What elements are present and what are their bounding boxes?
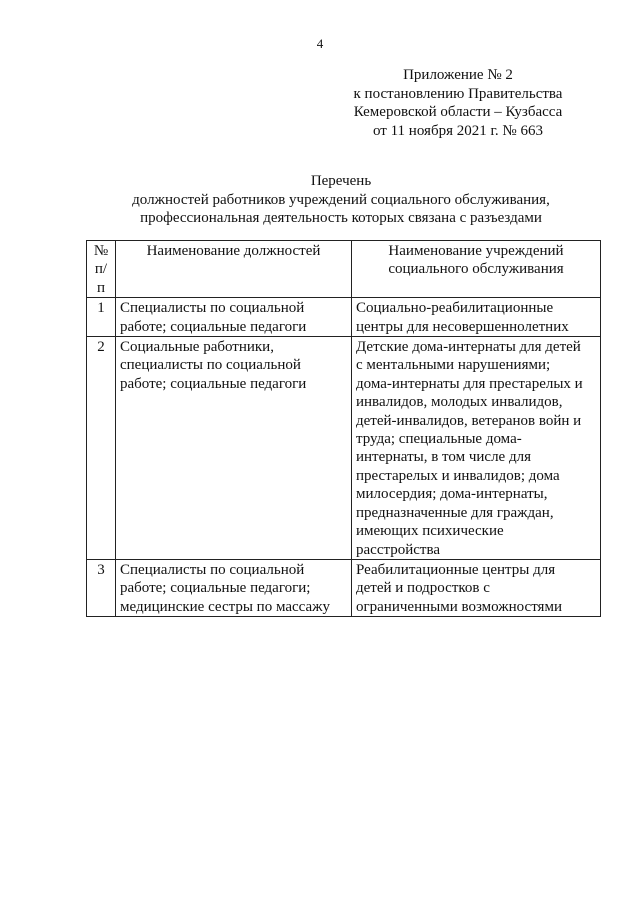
appendix-line: Приложение № 2 [403, 67, 513, 83]
cell-line: работе; социальные педагоги; [120, 580, 311, 597]
position-cell [116, 559, 352, 616]
row-number: 1 [87, 298, 116, 337]
appendix-line: к постановлению Правительства [353, 85, 563, 102]
cell-line: труда; специальные дома- [356, 431, 522, 448]
document-title [60, 172, 622, 228]
header-institution [352, 241, 601, 298]
cell-line: детей-инвалидов, ветеранов войн и [356, 412, 582, 429]
title-line: Перечень [310, 173, 372, 189]
position-cell [116, 337, 352, 560]
header-position [116, 241, 352, 298]
cell-line: расстройства [356, 541, 440, 558]
cell-line: работе; социальные педагоги [120, 318, 307, 335]
cell-line: милосердия; дома-интернаты, [356, 486, 548, 503]
title-line: профессиональная деятельность которых связана с разъездами [140, 210, 542, 226]
cell-line: инвалидов, молодых инвалидов, [356, 394, 563, 411]
header-number-line: п/п [94, 261, 108, 296]
row-number: 3 [87, 559, 116, 616]
cell-line: Детские дома-интернаты для детей [356, 339, 581, 356]
header-position-line: Наименование должностей [146, 243, 321, 259]
positions-table [86, 240, 601, 617]
row-number: 2 [87, 337, 116, 560]
institution-cell [352, 337, 601, 560]
header-number-line: № [93, 243, 109, 259]
appendix-line: Кемеровской области – Кузбасса [353, 104, 563, 120]
cell-line: ограниченными возможностями [356, 598, 562, 615]
cell-line: имеющих психические [356, 523, 504, 540]
cell-line: центры для несовершеннолетних [356, 318, 569, 335]
cell-line: медицинские сестры по массажу [120, 598, 331, 615]
cell-line: специалисты по социальной [120, 357, 301, 374]
cell-line: предназначенные для граждан, [356, 504, 554, 521]
cell-line: интернаты, в том числе для [356, 449, 531, 466]
header-number [87, 241, 116, 298]
appendix-line: от 11 ноября 2021 г. № 663 [373, 122, 543, 139]
cell-line: с ментальными нарушениями; [356, 357, 551, 374]
header-institution-line: Наименование учреждений [388, 243, 564, 259]
institution-cell [352, 559, 601, 616]
appendix-header [340, 66, 576, 140]
cell-line: престарелых и инвалидов; дома [356, 467, 560, 484]
table-row [87, 298, 601, 337]
cell-line: Реабилитационные центры для [356, 561, 556, 578]
cell-line: Специалисты по социальной [120, 300, 305, 317]
cell-line: Социальные работники, [120, 339, 274, 356]
position-cell [116, 298, 352, 337]
cell-line: Специалисты по социальной [120, 561, 305, 578]
table-row [87, 559, 601, 616]
page-number: 4 [316, 36, 324, 51]
header-institution-line: социального обслуживания [388, 261, 564, 278]
title-line: должностей работников учреждений социального обслуживания, [132, 191, 550, 208]
table-row [87, 337, 601, 560]
cell-line: дома-интернаты для престарелых и [356, 375, 583, 392]
table-header-row [87, 241, 601, 298]
cell-line: работе; социальные педагоги [120, 375, 307, 392]
institution-cell [352, 298, 601, 337]
cell-line: детей и подростков с [356, 580, 490, 597]
cell-line: Социально-реабилитационные [356, 300, 554, 317]
